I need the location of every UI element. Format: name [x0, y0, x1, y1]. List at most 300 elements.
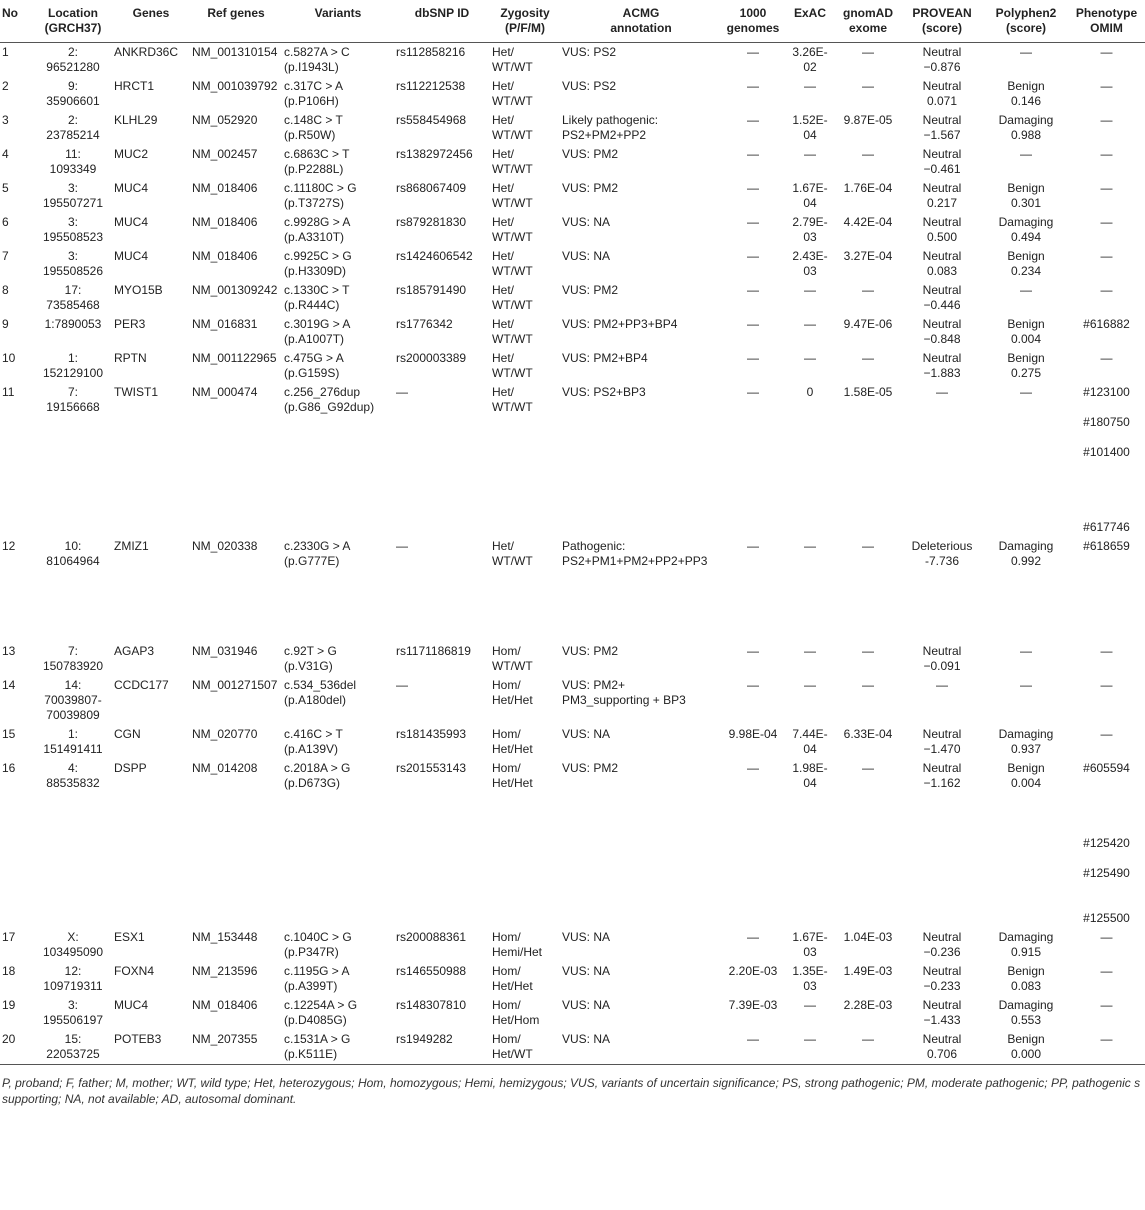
table-cell: rs1382972456 [396, 147, 473, 161]
table-cell: 14 [2, 678, 16, 692]
table-cell: NM_153448 [192, 930, 258, 944]
column-header: No [0, 0, 34, 43]
table-cell: — [804, 147, 816, 161]
column-header: PROVEAN (score) [900, 0, 984, 43]
table-cell: 1.58E-05 [843, 385, 893, 399]
table-cell: 4 [2, 147, 9, 161]
table-cell: 10 [2, 351, 16, 365]
table-row [0, 77, 1145, 111]
footnote-line-2: supporting; NA, not available; AD, autosomal dominant. [2, 1092, 297, 1106]
table-cell: — [862, 761, 874, 775]
table-cell: 4: 88535832 [46, 761, 100, 790]
table-cell: Benign 0.083 [1007, 964, 1045, 993]
table-row [0, 145, 1145, 179]
table-cell: Het/ WT/WT [492, 283, 533, 312]
column-header: Zygosity (P/F/M) [490, 0, 560, 43]
table-cell: PER3 [114, 317, 146, 331]
table-cell: HRCT1 [114, 79, 155, 93]
table-cell: 15 [2, 727, 16, 741]
table-cell: rs148307810 [396, 998, 467, 1012]
table-row [0, 725, 1145, 759]
table-cell: VUS: NA [562, 1032, 611, 1046]
table-cell: NM_018406 [192, 215, 258, 229]
table-cell: #123100 #180750 #101400 #617746 [1083, 385, 1130, 534]
table-cell: Neutral −0.233 [922, 964, 962, 993]
table-cell: — [747, 761, 759, 775]
table-cell: Hom/ Het/Het [492, 727, 533, 756]
table-cell: VUS: PM2+PP3+BP4 [562, 317, 678, 331]
table-cell: NM_001271507 [192, 678, 278, 692]
table-cell: 2: 23785214 [46, 113, 100, 142]
table-cell: VUS: NA [562, 930, 611, 944]
table-row [0, 383, 1145, 537]
table-cell: rs558454968 [396, 113, 467, 127]
table-cell: NM_020770 [192, 727, 258, 741]
table-cell: Neutral −0.091 [922, 644, 962, 673]
table-cell: NM_020338 [192, 539, 258, 553]
table-cell: Pathogenic: PS2+PM1+PM2+PP2+PP3 [562, 539, 708, 568]
table-cell: Benign 0.000 [1007, 1032, 1045, 1061]
table-cell: 9: 35906601 [46, 79, 100, 108]
table-cell: 6 [2, 215, 9, 229]
table-row [0, 349, 1145, 383]
table-cell: — [936, 678, 948, 692]
table-cell: — [396, 539, 408, 553]
table-row [0, 962, 1145, 996]
table-footnote [0, 1064, 1145, 1107]
table-cell: Neutral 0.500 [922, 215, 962, 244]
table-cell: 14: 70039807- 70039809 [44, 678, 102, 722]
table-cell: rs879281830 [396, 215, 467, 229]
table-cell: — [747, 181, 759, 195]
table-cell: — [804, 317, 816, 331]
column-header: Polyphen2 (score) [984, 0, 1068, 43]
table-cell: MYO15B [114, 283, 163, 297]
table-cell: VUS: PM2+ PM3_supporting + BP3 [562, 678, 686, 707]
table-cell: Damaging 0.553 [998, 998, 1054, 1027]
table-cell: rs200088361 [396, 930, 467, 944]
table-cell: VUS: PM2 [562, 147, 619, 161]
table-cell: c.11180C > G (p.T3727S) [284, 181, 357, 210]
table-cell: — [862, 79, 874, 93]
table-cell: Neutral 0.071 [922, 79, 962, 108]
table-cell: Neutral 0.217 [922, 181, 962, 210]
table-cell: Het/ WT/WT [492, 385, 533, 414]
column-header: Location (GRCH37) [34, 0, 112, 43]
table-cell: Neutral 0.706 [922, 1032, 962, 1061]
table-cell: c.1330C > T (p.R444C) [284, 283, 350, 312]
table-cell: 2.28E-03 [843, 998, 893, 1012]
footnote-line-1: P, proband; F, father; M, mother; WT, wild type; Het, heterozygous; Hom, homozygous; Hemi, hemizygous; VUS, variants of uncertain significance; PS, strong pathogenic; PM, moderate pathogenic; PP, pathogenic s [2, 1076, 1141, 1090]
table-cell: 9.87E-05 [843, 113, 893, 127]
table-cell: NM_052920 [192, 113, 258, 127]
table-cell: NM_001310154 [192, 45, 278, 59]
table-cell: Neutral −0.236 [922, 930, 962, 959]
table-cell: 1.98E- 04 [792, 761, 828, 790]
table-cell: — [747, 678, 759, 692]
table-cell: KLHL29 [114, 113, 158, 127]
table-cell: VUS: PM2 [562, 761, 619, 775]
table-cell: MUC2 [114, 147, 149, 161]
table-cell: 1.67E- 03 [792, 930, 828, 959]
table-cell: FOXN4 [114, 964, 155, 978]
table-cell: c.12254A > G (p.D4085G) [284, 998, 358, 1027]
table-cell: — [1020, 45, 1032, 59]
table-cell: — [1020, 385, 1032, 399]
table-row [0, 213, 1145, 247]
table-cell: VUS: NA [562, 215, 611, 229]
table-cell: NM_018406 [192, 249, 258, 263]
table-cell: — [862, 45, 874, 59]
table-cell: VUS: PM2 [562, 181, 619, 195]
table-cell: — [396, 385, 408, 399]
table-cell: 1.49E-03 [843, 964, 893, 978]
table-cell: Neutral −1.162 [922, 761, 962, 790]
table-cell: VUS: PM2 [562, 644, 619, 658]
table-cell: c.475G > A (p.G159S) [284, 351, 344, 380]
table-cell: Hom/ Het/Hom [492, 998, 540, 1027]
table-cell: CGN [114, 727, 141, 741]
table-cell: — [862, 283, 874, 297]
table-cell: Het/ WT/WT [492, 113, 533, 142]
table-cell: — [1100, 930, 1113, 944]
table-cell: — [747, 385, 759, 399]
table-cell: X: 103495090 [42, 930, 104, 959]
table-cell: c.1040C > G (p.P347R) [284, 930, 352, 959]
table-cell: VUS: PS2 [562, 79, 617, 93]
table-cell: NM_018406 [192, 998, 258, 1012]
table-cell: 8 [2, 283, 9, 297]
table-cell: 5 [2, 181, 9, 195]
table-cell: — [1100, 181, 1113, 195]
table-cell: 16 [2, 761, 16, 775]
table-cell: Hom/ Het/WT [492, 1032, 533, 1061]
table-cell: Hom/ WT/WT [492, 644, 533, 673]
table-cell: Neutral −0.461 [922, 147, 962, 176]
table-cell: — [1100, 727, 1113, 741]
table-cell: rs1424606542 [396, 249, 473, 263]
table-cell: — [747, 215, 759, 229]
table-cell: — [1100, 215, 1113, 229]
table-cell: — [862, 147, 874, 161]
table-cell: #618659 [1083, 539, 1130, 553]
table-cell: VUS: PS2+BP3 [562, 385, 646, 399]
table-cell: — [1100, 678, 1113, 692]
table-cell: — [1100, 249, 1113, 263]
table-row [0, 43, 1145, 78]
table-cell: 7: 19156668 [46, 385, 100, 414]
table-cell: 7.39E-03 [728, 998, 778, 1012]
table-cell: DSPP [114, 761, 147, 775]
table-row [0, 247, 1145, 281]
table-cell: Neutral −0.446 [922, 283, 962, 312]
table-cell: — [1100, 644, 1113, 658]
table-cell: — [804, 539, 816, 553]
table-cell: 1.76E-04 [843, 181, 893, 195]
table-row [0, 1030, 1145, 1064]
table-cell: rs1171186819 [396, 644, 471, 658]
table-cell: — [747, 45, 759, 59]
table-cell: Hom/ Het/Het [492, 678, 533, 707]
table-cell: 3: 195506197 [42, 998, 104, 1027]
table-body [0, 43, 1145, 1065]
table-cell: c.6863C > T (p.P2288L) [284, 147, 350, 176]
table-cell: — [747, 1032, 759, 1046]
table-cell: — [1100, 998, 1113, 1012]
table-cell: — [804, 79, 816, 93]
table-cell: Hom/ Het/Het [492, 964, 533, 993]
table-cell: Neutral −0.876 [922, 45, 962, 74]
table-cell: NM_018406 [192, 181, 258, 195]
column-header: 1000 genomes [722, 0, 784, 43]
table-cell: — [804, 644, 816, 658]
table-cell: 3: 195507271 [42, 181, 104, 210]
table-cell: rs146550988 [396, 964, 467, 978]
table-cell: 3 [2, 113, 9, 127]
table-cell: Benign 0.004 [1007, 317, 1045, 346]
table-cell: rs1949282 [396, 1032, 453, 1046]
table-cell: c.2018A > G (p.D673G) [284, 761, 351, 790]
table-cell: — [804, 351, 816, 365]
column-header: Variants [282, 0, 394, 43]
table-cell: — [747, 79, 759, 93]
table-cell: 3: 195508526 [42, 249, 104, 278]
column-header: Genes [112, 0, 190, 43]
table-cell: Hom/ Hemi/Het [492, 930, 543, 959]
table-cell: VUS: PS2 [562, 45, 617, 59]
table-cell: — [1100, 147, 1113, 161]
table-cell: Het/ WT/WT [492, 539, 533, 568]
table-cell: NM_001309242 [192, 283, 278, 297]
table-cell: c.416C > T (p.A139V) [284, 727, 343, 756]
table-cell: MUC4 [114, 181, 149, 195]
table-cell: 18 [2, 964, 16, 978]
table-cell: MUC4 [114, 998, 149, 1012]
table-cell: Benign 0.301 [1007, 181, 1045, 210]
table-cell: NM_000474 [192, 385, 258, 399]
table-cell: rs181435993 [396, 727, 467, 741]
table-cell: 7 [2, 249, 9, 263]
table-cell: 1: 151491411 [43, 727, 103, 756]
table-row [0, 537, 1145, 642]
table-cell: 17 [2, 930, 16, 944]
table-cell: NM_207355 [192, 1032, 258, 1046]
table-cell: Benign 0.146 [1007, 79, 1045, 108]
table-row [0, 179, 1145, 213]
table-cell: CCDC177 [114, 678, 169, 692]
table-cell: 17: 73585468 [46, 283, 100, 312]
table-cell: POTEB3 [114, 1032, 162, 1046]
table-cell: c.5827A > C (p.I1943L) [284, 45, 350, 74]
header-row [0, 0, 1145, 43]
table-cell: c.9925C > G (p.H3309D) [284, 249, 352, 278]
table-cell: Damaging 0.494 [998, 215, 1054, 244]
table-cell: rs201553143 [396, 761, 467, 775]
table-cell: c.92T > G (p.V31G) [284, 644, 337, 673]
table-cell: 2.20E-03 [728, 964, 778, 978]
table-cell: rs112858216 [396, 45, 466, 59]
table-cell: 2: 96521280 [46, 45, 100, 74]
table-cell: 1.35E- 03 [792, 964, 828, 993]
table-cell: VUS: NA [562, 727, 611, 741]
column-header: gnomAD exome [836, 0, 900, 43]
table-cell: VUS: PM2+BP4 [562, 351, 648, 365]
table-cell: 1: 152129100 [42, 351, 104, 380]
table-cell: Neutral −1.433 [922, 998, 962, 1027]
table-row [0, 928, 1145, 962]
table-cell: — [1020, 147, 1032, 161]
table-cell: VUS: NA [562, 964, 611, 978]
table-cell: — [1100, 964, 1113, 978]
table-cell: 11: 1093349 [49, 147, 97, 176]
table-cell: 6.33E-04 [843, 727, 893, 741]
table-cell: 3: 195508523 [42, 215, 104, 244]
table-cell: 19 [2, 998, 16, 1012]
table-cell: c.534_536del (p.A180del) [284, 678, 357, 707]
table-cell: 12: 109719311 [43, 964, 103, 993]
table-cell: — [747, 930, 759, 944]
table-cell: Het/ WT/WT [492, 147, 533, 176]
table-cell: Neutral −0.848 [922, 317, 962, 346]
table-cell: — [936, 385, 948, 399]
table-cell: — [862, 678, 874, 692]
table-row [0, 642, 1145, 676]
table-cell: — [1100, 351, 1113, 365]
table-cell: #616882 [1083, 317, 1130, 331]
table-cell: — [804, 283, 816, 297]
table-cell: — [747, 249, 759, 263]
table-cell: 9.98E-04 [728, 727, 778, 741]
table-cell: rs1776342 [396, 317, 453, 331]
table-cell: TWIST1 [114, 385, 158, 399]
table-cell: 1:7890053 [44, 317, 102, 331]
table-cell: Neutral −1.470 [922, 727, 962, 756]
table-cell: — [747, 317, 759, 331]
column-header: Phenotype OMIM [1068, 0, 1145, 43]
table-cell: c.148C > T (p.R50W) [284, 113, 343, 142]
table-cell: — [747, 113, 759, 127]
table-cell: 2 [2, 79, 9, 93]
table-cell: MUC4 [114, 215, 149, 229]
table-cell: Het/ WT/WT [492, 181, 533, 210]
table-cell: 20 [2, 1032, 16, 1046]
table-cell: c.1195G > A (p.A399T) [284, 964, 350, 993]
table-cell: NM_001122965 [192, 351, 277, 365]
table-cell: NM_016831 [192, 317, 258, 331]
table-cell: — [862, 539, 874, 553]
table-cell: rs185791490 [396, 283, 467, 297]
table-cell: — [747, 147, 759, 161]
table-cell: Hom/ Het/Het [492, 761, 533, 790]
table-cell: Het/ WT/WT [492, 45, 533, 74]
table-cell: — [804, 1032, 816, 1046]
table-cell: 7: 150783920 [42, 644, 104, 673]
table-cell: NM_213596 [192, 964, 258, 978]
table-cell: — [1100, 1032, 1113, 1046]
table-cell: c.2330G > A (p.G777E) [284, 539, 351, 568]
table-cell: — [747, 351, 759, 365]
table-cell: AGAP3 [114, 644, 155, 658]
column-header: Ref genes [190, 0, 282, 43]
table-cell: VUS: NA [562, 249, 611, 263]
table-cell: c.317C > A (p.P106H) [284, 79, 344, 108]
table-cell: Benign 0.004 [1007, 761, 1045, 790]
table-cell: 3.27E-04 [843, 249, 893, 263]
table-cell: 2.79E- 03 [792, 215, 828, 244]
table-cell: Deleterious -7.736 [911, 539, 973, 568]
table-cell: 4.42E-04 [843, 215, 893, 229]
table-cell: #605594 #125420 #125490 #125500 [1083, 761, 1130, 925]
table-cell: 15: 22053725 [46, 1032, 100, 1061]
table-cell: NM_014208 [192, 761, 258, 775]
column-header: ACMG annotation [560, 0, 722, 43]
column-header: dbSNP ID [394, 0, 490, 43]
table-cell: VUS: NA [562, 998, 611, 1012]
table-cell: 13 [2, 644, 16, 658]
table-cell: Het/ WT/WT [492, 351, 533, 380]
table-cell: Damaging 0.937 [998, 727, 1054, 756]
table-cell: c.256_276dup (p.G86_G92dup) [284, 385, 375, 414]
table-cell: 7.44E- 04 [792, 727, 828, 756]
table-cell: 9 [2, 317, 9, 331]
table-cell: VUS: PM2 [562, 283, 619, 297]
table-cell: 9.47E-06 [843, 317, 893, 331]
table-cell: NM_031946 [192, 644, 258, 658]
table-cell: — [747, 644, 759, 658]
table-cell: Het/ WT/WT [492, 249, 533, 278]
table-cell: c.1531A > G (p.K511E) [284, 1032, 351, 1061]
table-cell: Damaging 0.992 [998, 539, 1054, 568]
table-row [0, 315, 1145, 349]
table-cell: Benign 0.234 [1007, 249, 1045, 278]
table-row [0, 111, 1145, 145]
table-cell: Neutral −1.567 [922, 113, 962, 142]
table-cell: 12 [2, 539, 16, 553]
table-cell: — [1020, 644, 1032, 658]
table-cell: — [1020, 283, 1032, 297]
table-cell: — [1020, 678, 1032, 692]
table-cell: 1.67E- 04 [792, 181, 828, 210]
table-cell: — [747, 539, 759, 553]
table-row [0, 676, 1145, 725]
table-cell: — [747, 283, 759, 297]
table-cell: — [862, 351, 874, 365]
table-row [0, 281, 1145, 315]
table-cell: c.9928G > A (p.A3310T) [284, 215, 351, 244]
table-cell: ANKRD36C [114, 45, 179, 59]
table-cell: — [1100, 45, 1113, 59]
table-cell: Neutral 0.083 [922, 249, 962, 278]
table-cell: RPTN [114, 351, 147, 365]
table-row [0, 759, 1145, 928]
table-cell: 1.04E-03 [843, 930, 893, 944]
column-header: ExAC [784, 0, 836, 43]
table-cell: MUC4 [114, 249, 149, 263]
table-cell: rs200003389 [396, 351, 467, 365]
table-cell: Benign 0.275 [1007, 351, 1045, 380]
table-cell: Het/ WT/WT [492, 317, 533, 346]
table-cell: — [1100, 113, 1113, 127]
table-cell: rs868067409 [396, 181, 467, 195]
table-row [0, 996, 1145, 1030]
table-cell: ZMIZ1 [114, 539, 149, 553]
table-cell: 1 [2, 45, 9, 59]
table-cell: Damaging 0.915 [998, 930, 1054, 959]
table-cell: c.3019G > A (p.A1007T) [284, 317, 351, 346]
table-cell: Neutral −1.883 [922, 351, 962, 380]
table-cell: — [1100, 79, 1113, 93]
table-cell: — [862, 644, 874, 658]
